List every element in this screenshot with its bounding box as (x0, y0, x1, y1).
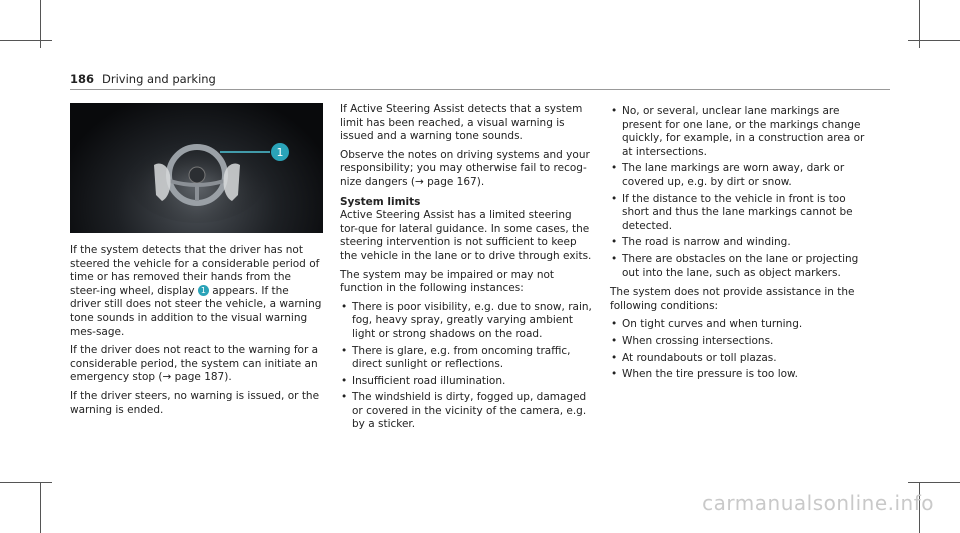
list-item: • The road is narrow and winding. (610, 236, 872, 250)
bullet-list (610, 105, 872, 280)
list-item: • There are obstacles on the lane or projecting out into the lane, such as object markers. (610, 253, 872, 280)
column-2 (340, 103, 592, 438)
page-number: 186 (70, 72, 95, 86)
paragraph: The system may be impaired or may not function in the following instances: (340, 268, 555, 295)
paragraph-text: If the system detects that the driver has not steered the vehicle for a considerable period of time or has removed their hands from the steer-ing wheel, display (70, 244, 320, 297)
header-rule (70, 89, 890, 90)
paragraph: Active Steering Assist has a limited steering tor-que for lateral guidance. In some cases, the steering intervention is not sufficient to keep the vehicle in the lane or to drive through exits. (340, 209, 592, 262)
watermark-link[interactable]: carmanualsonline.info (702, 491, 934, 515)
list-item: • At roundabouts or toll plazas. (610, 352, 872, 366)
paragraph: If the driver steers, no warning is issued, or the warning is ended. (70, 389, 320, 416)
list-item: • There is glare, e.g. from oncoming traffic, direct sunlight or reflections. (340, 345, 592, 372)
paragraph: The system does not provide assistance in the following conditions: (610, 286, 855, 312)
crop-mark (0, 482, 52, 483)
paragraph: If the driver does not react to the warning for a considerable period, the system can initiate an emergency stop (→ page 187). (70, 344, 319, 384)
bullet-list (340, 301, 592, 432)
list-item: • The lane markings are worn away, dark or covered up, e.g. by dirt or snow. (610, 162, 872, 189)
list-item: • No, or several, unclear lane markings are present for one lane, or the markings change quickly, for example, in a construction area or at intersections. (610, 105, 872, 159)
paragraph: If Active Steering Assist detects that a system limit has been reached, a visual warning is issued and a warning tone sounds. (340, 103, 583, 143)
paragraph: Observe the notes on driving systems and your responsibility; you may otherwise fail to recog-nize dangers (→ page 167). (340, 148, 590, 188)
steering-wheel-hands-icon (70, 103, 323, 233)
column-1 (70, 244, 322, 422)
crop-mark (908, 482, 960, 483)
column-3 (610, 103, 872, 388)
list-item: • The windshield is dirty, fogged up, damaged or covered in the vicinity of the camera, e.g. by a sticker. (340, 391, 592, 432)
crop-mark (0, 40, 52, 41)
list-item: • When crossing intersections. (610, 335, 872, 349)
list-item: • On tight curves and when turning. (610, 318, 872, 332)
section-heading: System limits (340, 195, 421, 208)
bullet-list (610, 318, 872, 381)
list-item: • There is poor visibility, e.g. due to snow, rain, fog, heavy spray, greatly varying ambient light or strong shadows on the road. (340, 301, 592, 342)
list-item: • Insufficient road illumination. (340, 375, 592, 389)
callout-number: 1 (276, 146, 284, 159)
list-item: • If the distance to the vehicle in front is too short and thus the lane markings cannot be detected. (610, 193, 872, 234)
section-title: Driving and parking (102, 72, 216, 86)
list-item: • When the tire pressure is too low. (610, 368, 872, 382)
paragraph-text: appears. If the driver still does not steer the vehicle, a warning tone sounds in addition to the visual warning mes-sage. (70, 284, 322, 338)
crop-mark (908, 40, 960, 41)
paragraph (70, 244, 322, 339)
callout-badge: 1 (198, 285, 209, 296)
steering-wheel-illustration (70, 103, 323, 233)
crop-mark (40, 482, 41, 533)
page-header (70, 72, 216, 86)
